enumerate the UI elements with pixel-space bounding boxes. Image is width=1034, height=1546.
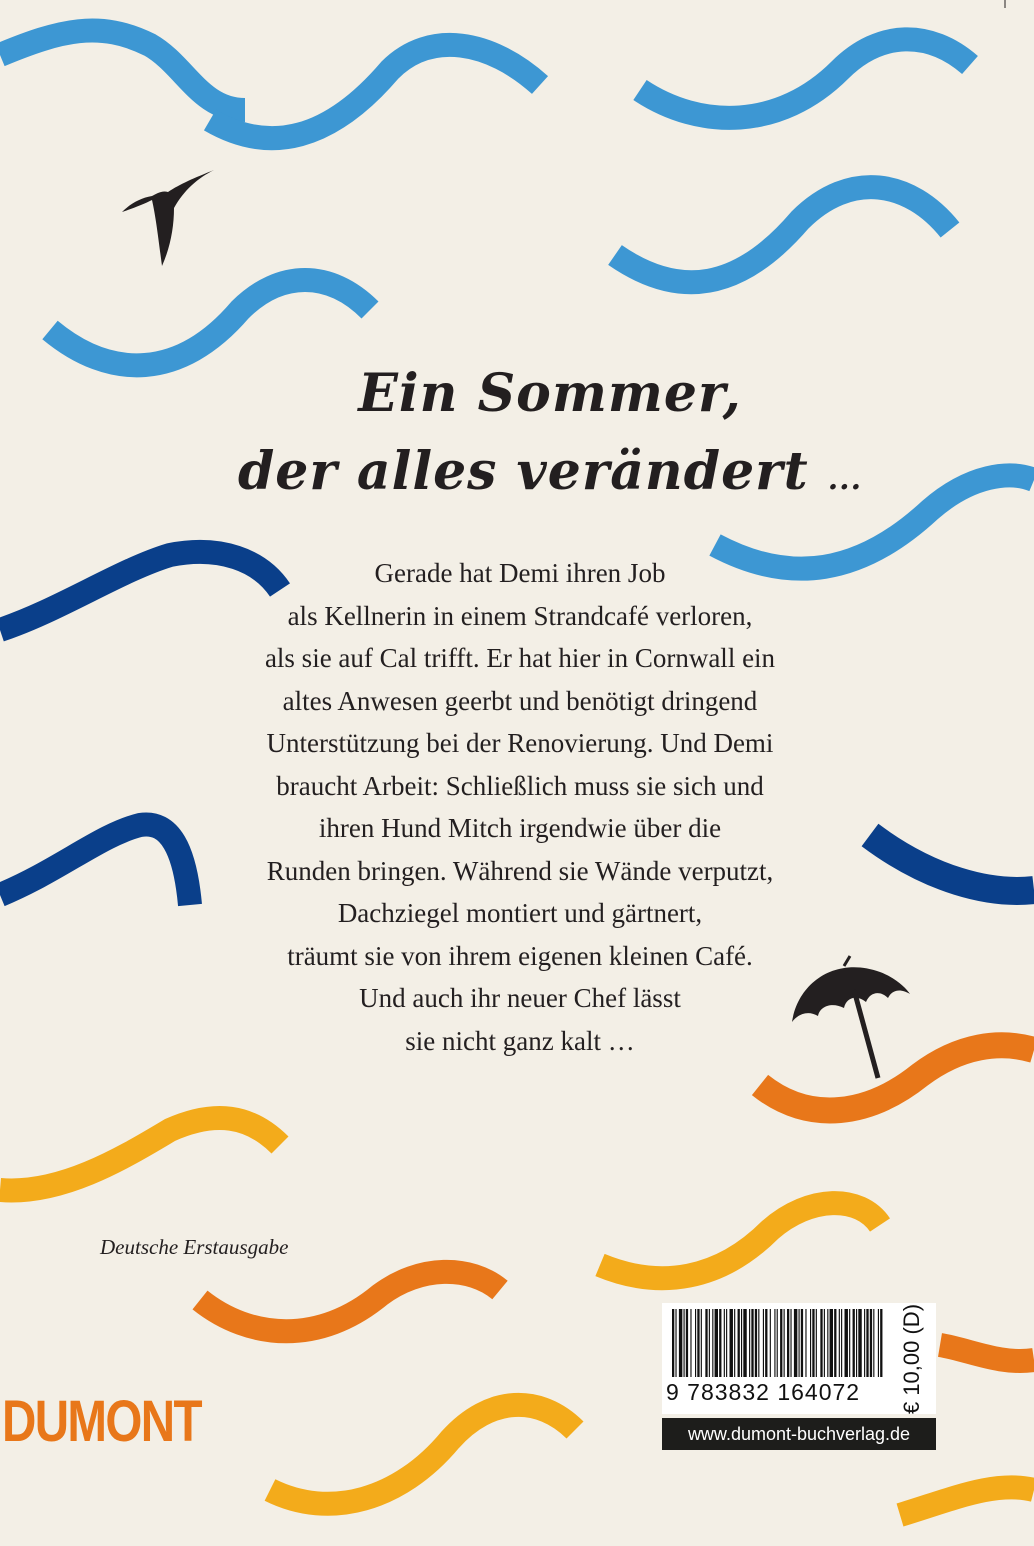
wave-yellow xyxy=(600,1203,880,1278)
barcode-bar xyxy=(824,1309,825,1377)
headline-ellipsis: ... xyxy=(827,462,863,497)
blurb-line: Dachziegel montiert und gärtnert, xyxy=(337,898,703,928)
headline-line-2-text: der alles verändert xyxy=(237,441,809,502)
barcode-bar xyxy=(724,1309,725,1377)
barcode-bar xyxy=(715,1309,718,1377)
wave-dark-blue xyxy=(870,835,1034,891)
wave-yellow xyxy=(0,1118,280,1190)
barcode-bar xyxy=(853,1309,855,1377)
wave-yellow xyxy=(900,1487,1034,1515)
barcode-bar xyxy=(758,1309,759,1377)
barcode-bar xyxy=(858,1309,861,1377)
barcode-bar xyxy=(701,1309,702,1377)
blurb-line: braucht Arbeit: Schließlich muss sie sich und xyxy=(276,770,764,801)
barcode xyxy=(672,1309,884,1377)
barcode-panel xyxy=(662,1303,936,1414)
barcode-bar xyxy=(780,1309,782,1377)
wave-yellow xyxy=(270,1405,575,1504)
barcode-bar xyxy=(719,1309,721,1377)
barcode-bar xyxy=(864,1309,865,1377)
barcode-bar xyxy=(799,1309,800,1377)
blurb-line: Unterstützung bei der Renovierung. Und Demi xyxy=(266,728,774,758)
headline-line-1: Ein Sommer, xyxy=(358,363,742,424)
barcode-bar xyxy=(801,1309,803,1377)
barcode-bar xyxy=(830,1309,833,1377)
blurb-line: als sie auf Cal trifft. Er hat hier in Cornwall ein xyxy=(264,643,776,673)
publisher-logo-text: DUMONT xyxy=(2,1388,201,1454)
barcode-bar xyxy=(743,1309,746,1377)
barcode-bar xyxy=(675,1309,676,1377)
wave-light-blue xyxy=(640,39,970,118)
barcode-bar xyxy=(690,1309,691,1377)
barcode-bar xyxy=(679,1309,682,1377)
barcode-bar xyxy=(705,1309,707,1377)
wave-light-blue xyxy=(210,45,540,138)
barcode-bar xyxy=(849,1309,850,1377)
barcode-bar xyxy=(738,1309,740,1377)
price-label xyxy=(892,1303,932,1415)
headline-line-2 xyxy=(200,433,900,519)
barcode-bar xyxy=(763,1309,764,1377)
barcode-bar xyxy=(777,1309,778,1377)
barcode-bar xyxy=(751,1309,753,1377)
barcode-bar xyxy=(726,1309,727,1377)
barcode-bar xyxy=(812,1309,814,1377)
barcode-bar xyxy=(784,1309,785,1377)
blurb-line: Gerade hat Demi ihren Job xyxy=(374,558,666,588)
barcode-bar xyxy=(765,1309,767,1377)
isbn-digits: 9 783832 164072 xyxy=(666,1379,861,1405)
barcode-bar xyxy=(734,1309,735,1377)
price-text: € 10,00 (D) xyxy=(899,1303,924,1415)
headline xyxy=(200,355,900,519)
bird-icon xyxy=(122,170,214,266)
wave-orange xyxy=(200,1272,500,1331)
barcode-bar xyxy=(880,1309,882,1377)
edition-label: Deutsche Erstausgabe xyxy=(100,1235,289,1259)
barcode-bar xyxy=(695,1309,696,1377)
barcode-bar xyxy=(686,1309,688,1377)
barcode-bar xyxy=(810,1309,811,1377)
barcode-bar xyxy=(774,1309,775,1377)
barcode-bar xyxy=(816,1309,817,1377)
publisher-website[interactable]: www.dumont-buchverlag.de xyxy=(662,1418,936,1450)
barcode-bar xyxy=(697,1309,699,1377)
barcode-bar xyxy=(866,1309,868,1377)
barcode-bar xyxy=(827,1309,828,1377)
barcode-bar xyxy=(834,1309,836,1377)
barcode-bar xyxy=(730,1309,733,1377)
barcode-bar xyxy=(741,1309,742,1377)
barcode-bar xyxy=(856,1309,857,1377)
barcode-bar xyxy=(873,1309,874,1377)
barcode-bar xyxy=(845,1309,848,1377)
barcode-bar xyxy=(820,1309,822,1377)
wave-orange xyxy=(940,1345,1034,1361)
blurb xyxy=(180,552,860,1062)
barcode-bar xyxy=(684,1309,685,1377)
barcode-bar xyxy=(672,1309,674,1377)
barcode-bar xyxy=(794,1309,797,1377)
barcode-bar xyxy=(770,1309,771,1377)
barcode-bar xyxy=(755,1309,757,1377)
blurb-line: träumt sie von ihrem eigenen kleinen Café. xyxy=(287,940,753,971)
wave-light-blue xyxy=(50,280,370,365)
wave-light-blue xyxy=(0,31,245,110)
barcode-bar xyxy=(878,1309,879,1377)
barcode-bar xyxy=(790,1309,791,1377)
barcode-bar xyxy=(709,1309,710,1377)
blurb-line: als Kellnerin in einem Strandcafé verloren, xyxy=(287,600,753,631)
barcode-bar xyxy=(712,1309,713,1377)
publisher-logo xyxy=(0,1385,262,1458)
barcode-bar xyxy=(839,1309,840,1377)
wave-light-blue xyxy=(615,187,950,282)
blurb-line: ihren Hund Mitch irgendwie über die xyxy=(318,813,722,843)
barcode-bar xyxy=(870,1309,872,1377)
barcode-bar xyxy=(841,1309,842,1377)
barcode-bar xyxy=(749,1309,750,1377)
barcode-bar xyxy=(805,1309,806,1377)
blurb-line: Runden bringen. Während sie Wände verputzt, xyxy=(266,855,774,886)
blurb-line: altes Anwesen geerbt und benötigt dringend xyxy=(282,685,758,716)
blurb-line: sie nicht ganz kalt … xyxy=(405,1025,635,1056)
blurb-line: Und auch ihr neuer Chef lässt xyxy=(359,983,681,1013)
barcode-bar xyxy=(787,1309,789,1377)
wave-dark-blue xyxy=(0,824,190,905)
